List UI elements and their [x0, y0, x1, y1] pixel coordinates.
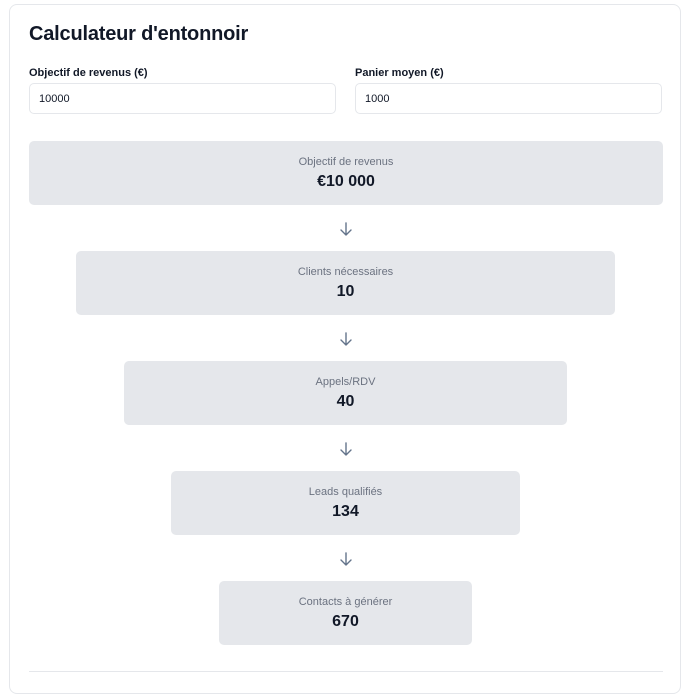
funnel-calculator-card: [9, 4, 681, 694]
stage-label: Leads qualifiés: [308, 486, 383, 498]
stage-value: 670: [332, 613, 359, 630]
section-divider: [29, 671, 663, 672]
arrow-down-icon: [339, 331, 353, 347]
funnel-stage-calls-meetings: [124, 361, 567, 425]
funnel-stage-clients-needed: [76, 251, 615, 315]
arrow-down-icon: [339, 551, 353, 567]
funnel-stage-contacts-to-generate: [219, 581, 472, 645]
funnel-stage-qualified-leads: [171, 471, 520, 535]
page-title: Calculateur d'entonnoir: [29, 23, 249, 45]
arrow-down-icon: [339, 221, 353, 237]
arrow-down-icon: [339, 441, 353, 457]
stage-value: €10 000: [317, 173, 375, 190]
revenue-goal-input[interactable]: [29, 83, 336, 114]
stage-label: Contacts à générer: [298, 596, 393, 608]
stage-label: Clients nécessaires: [297, 266, 394, 278]
stage-value: 10: [336, 283, 355, 300]
stage-label: Appels/RDV: [315, 376, 376, 388]
revenue-goal-label: Objectif de revenus (€): [29, 67, 148, 79]
funnel-stage-revenue-goal: [29, 141, 663, 205]
average-basket-label: Panier moyen (€): [355, 67, 444, 79]
average-basket-input[interactable]: [355, 83, 662, 114]
stage-label: Objectif de revenus: [298, 156, 394, 168]
stage-value: 134: [332, 503, 359, 520]
stage-value: 40: [336, 393, 355, 410]
